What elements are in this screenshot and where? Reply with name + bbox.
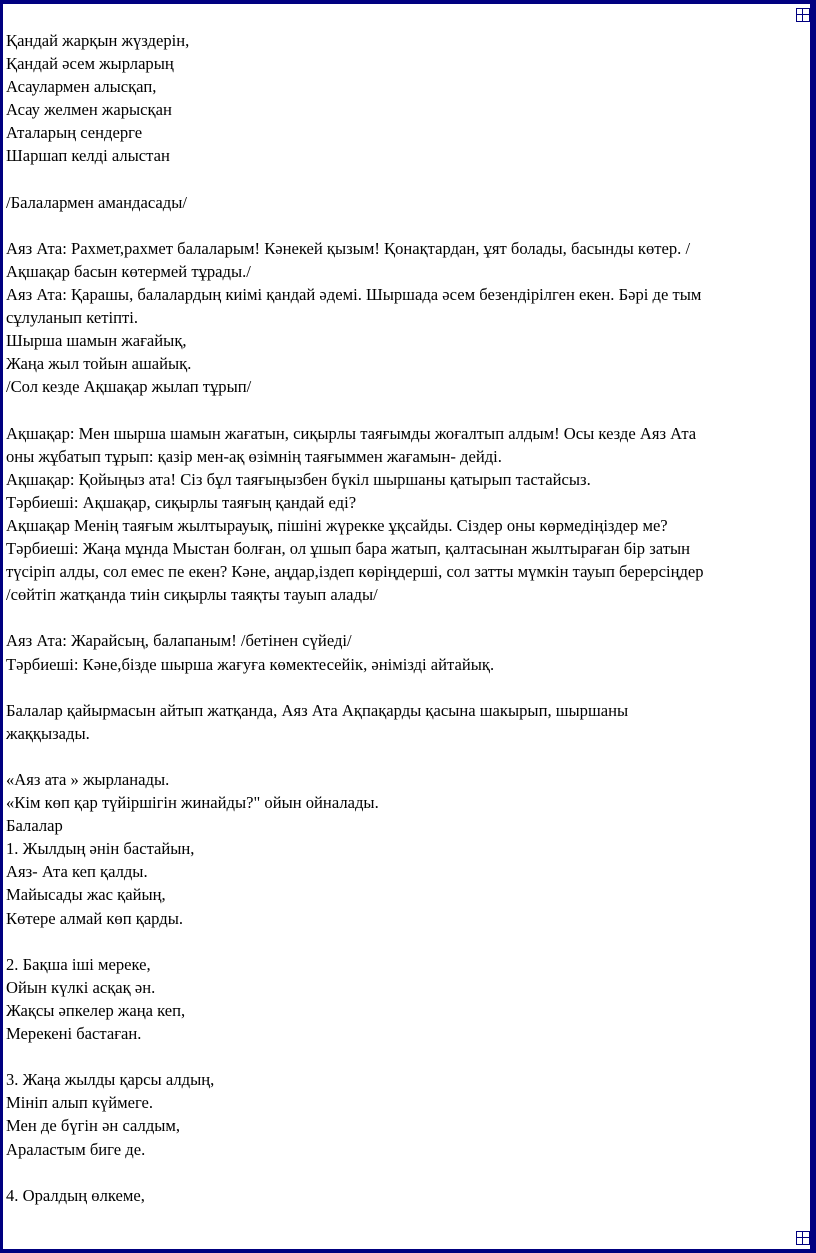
text-line: Аталарың сендерге	[6, 123, 143, 143]
blank-line	[6, 745, 796, 768]
text-line: Жаңа жыл тойын ашайық.	[6, 354, 192, 374]
text-line: 1. Жылдың әнін бастайын,	[6, 839, 195, 859]
text-line: жаққызады.	[6, 723, 90, 743]
blank-line	[6, 214, 796, 237]
text-line: Аяз Ата: Рахмет,рахмет балаларым! Кәнекей қызым! Қонақтардан, ұят болады, басынды көтер. /	[6, 238, 691, 258]
text-line: Балалар	[6, 816, 63, 836]
text-line: Аяз Ата: Қарашы, балалардың киімі қандай әдемі. Шыршада әсем безендірілген екен. Бәрі де тым	[6, 285, 702, 305]
text-line: түсіріп алды, сол емес пе екен? Кәне, аңдар,іздеп көріңдерші, сол затты мүмкін тауып берерсіңдер	[6, 562, 704, 582]
text-line: Шырша шамын жағайық,	[6, 331, 187, 351]
text-line: Мен де бүгін ән салдым,	[6, 1116, 181, 1136]
blank-line	[6, 168, 796, 191]
text-line: Мерекені бастаған.	[6, 1024, 142, 1044]
resize-handle-icon[interactable]	[796, 8, 810, 22]
text-line: Шаршап келді алыстан	[6, 146, 170, 166]
text-line: Ойын күлкі асқақ ән.	[6, 977, 156, 997]
text-line: 2. Бақша іші мереке,	[6, 954, 151, 974]
text-line: 4. Оралдың өлкеме,	[6, 1185, 145, 1205]
text-line: Асаулармен алысқап,	[6, 77, 157, 97]
blank-line	[6, 676, 796, 699]
text-line: /Сол кезде Ақшақар жылап тұрып/	[6, 377, 252, 397]
text-line: Тәрбиеші: Кәне,бізде шырша жағуға көмектесейік, әнімізді айтайық.	[6, 654, 495, 674]
text-line: Қандай әсем жырларың	[6, 54, 174, 74]
text-line: Араластым биге де.	[6, 1139, 146, 1159]
blank-line	[6, 399, 796, 422]
text-line: Мініп алып күймеге.	[6, 1093, 154, 1113]
text-line: Майысады жас қайың,	[6, 885, 166, 905]
text-line: Аяз- Ата кеп қалды.	[6, 862, 148, 882]
text-line: Асау желмен жарысқан	[6, 100, 172, 120]
blank-line	[6, 606, 796, 629]
document-viewport[interactable]	[3, 4, 796, 1253]
text-line: Көтере алмай көп қарды.	[6, 908, 183, 928]
text-line: Тәрбиеші: Ақшақар, сиқырлы таяғың қандай еді?	[6, 492, 357, 512]
text-line: Ақшақар: Қойыңыз ата! Сіз бұл таяғыңызбен бүкіл шыршаны қатырып тастайсыз.	[6, 469, 591, 489]
text-line: Қандай жарқын жүздерін,	[6, 31, 190, 50]
text-line: сұлуланып кетіпті.	[6, 308, 138, 328]
resize-handle-icon[interactable]	[796, 1231, 810, 1245]
blank-line	[6, 1161, 796, 1184]
document-body	[6, 29, 796, 1207]
text-line: 3. Жаңа жылды қарсы алдың,	[6, 1070, 215, 1090]
text-line: Тәрбиеші: Жаңа мұнда Мыстан болған, ол ұшып бара жатып, қалтасынан жылтыраған бір затын	[6, 539, 690, 559]
text-line: /Балалармен амандасады/	[6, 192, 187, 212]
text-line: «Аяз ата » жырланады.	[6, 770, 170, 789]
text-line: Ақшақар: Мен шырша шамын жағатын, сиқырлы таяғымды жоғалтып алдым! Осы кезде Аяз Ата	[6, 423, 697, 443]
text-line: Балалар қайырмасын айтып жатқанда, Аяз Ата Ақпақарды қасына шакырып, шыршаны	[6, 700, 629, 720]
text-line: «Кім көп қар түйіршігін жинайды?" ойын ойналады.	[6, 793, 379, 813]
text-line: Аяз Ата: Жарайсың, балапаным! /бетінен сүйеді/	[6, 631, 352, 651]
blank-line	[6, 1045, 796, 1068]
text-line: Ақшақар Менің таяғым жылтырауық, пішіні жүрекке ұқсайды. Сіздер оны көрмедіңіздер ме?	[6, 515, 668, 535]
text-line: Ақшақар басын көтермей тұрады./	[6, 261, 251, 281]
blank-line	[6, 930, 796, 953]
text-line: Жақсы әпкелер жаңа кеп,	[6, 1000, 186, 1020]
text-line: /сөйтіп жатқанда тиін сиқырлы таяқты тауып алады/	[6, 585, 378, 605]
text-line: оны жұбатып тұрып: қазір мен-ақ өзімнің таяғыммен жағамын- дейді.	[6, 446, 502, 466]
